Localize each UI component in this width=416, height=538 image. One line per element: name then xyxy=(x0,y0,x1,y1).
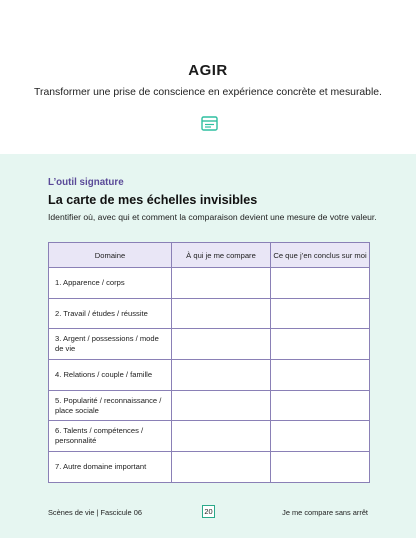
card-icon xyxy=(201,116,218,131)
domain-cell: 4. Relations / couple / famille xyxy=(49,360,172,391)
column-header-domain: Domaine xyxy=(49,243,172,268)
domain-cell: 1. Apparence / corps xyxy=(49,268,172,299)
section-intro: Identifier où, avec qui et comment la comparaison devient une mesure de votre valeur. xyxy=(48,212,377,222)
table-row xyxy=(49,452,370,483)
conclusion-cell[interactable] xyxy=(271,360,370,391)
conclusion-cell[interactable] xyxy=(271,390,370,421)
section-kicker: L’outil signature xyxy=(48,177,124,188)
table-row xyxy=(49,390,370,421)
compare-cell[interactable] xyxy=(172,360,271,391)
domain-cell: 3. Argent / possessions / mode de vie xyxy=(49,329,172,360)
compare-cell[interactable] xyxy=(172,298,271,329)
worksheet-table xyxy=(48,242,370,483)
page-number: 20 xyxy=(202,505,215,518)
footer-series: Scènes de vie | Fascicule 06 xyxy=(48,508,142,517)
conclusion-cell[interactable] xyxy=(271,298,370,329)
conclusion-cell[interactable] xyxy=(271,329,370,360)
compare-cell[interactable] xyxy=(172,421,271,452)
compare-cell[interactable] xyxy=(172,329,271,360)
table-row xyxy=(49,329,370,360)
page-title: AGIR xyxy=(188,62,228,79)
page-subtitle: Transformer une prise de conscience en expérience concrète et mesurable. xyxy=(34,87,382,98)
compare-cell[interactable] xyxy=(172,390,271,421)
domain-cell: 5. Popularité / reconnaissance / place sociale xyxy=(49,390,172,421)
domain-cell: 2. Travail / études / réussite xyxy=(49,298,172,329)
table-row xyxy=(49,298,370,329)
table-header-row xyxy=(49,243,370,268)
compare-cell[interactable] xyxy=(172,268,271,299)
footer-title: Je me compare sans arrêt xyxy=(282,508,368,517)
table-row xyxy=(49,360,370,391)
conclusion-cell[interactable] xyxy=(271,421,370,452)
table-row xyxy=(49,421,370,452)
domain-cell: 7. Autre domaine important xyxy=(49,452,172,483)
section-title: La carte de mes échelles invisibles xyxy=(48,193,258,207)
conclusion-cell[interactable] xyxy=(271,268,370,299)
header-section xyxy=(0,0,416,154)
column-header-compare: À qui je me compare xyxy=(172,243,271,268)
compare-cell[interactable] xyxy=(172,452,271,483)
conclusion-cell[interactable] xyxy=(271,452,370,483)
column-header-conclusion: Ce que j’en conclus sur moi xyxy=(271,243,370,268)
table-row xyxy=(49,268,370,299)
domain-cell: 6. Talents / compétences / personnalité xyxy=(49,421,172,452)
